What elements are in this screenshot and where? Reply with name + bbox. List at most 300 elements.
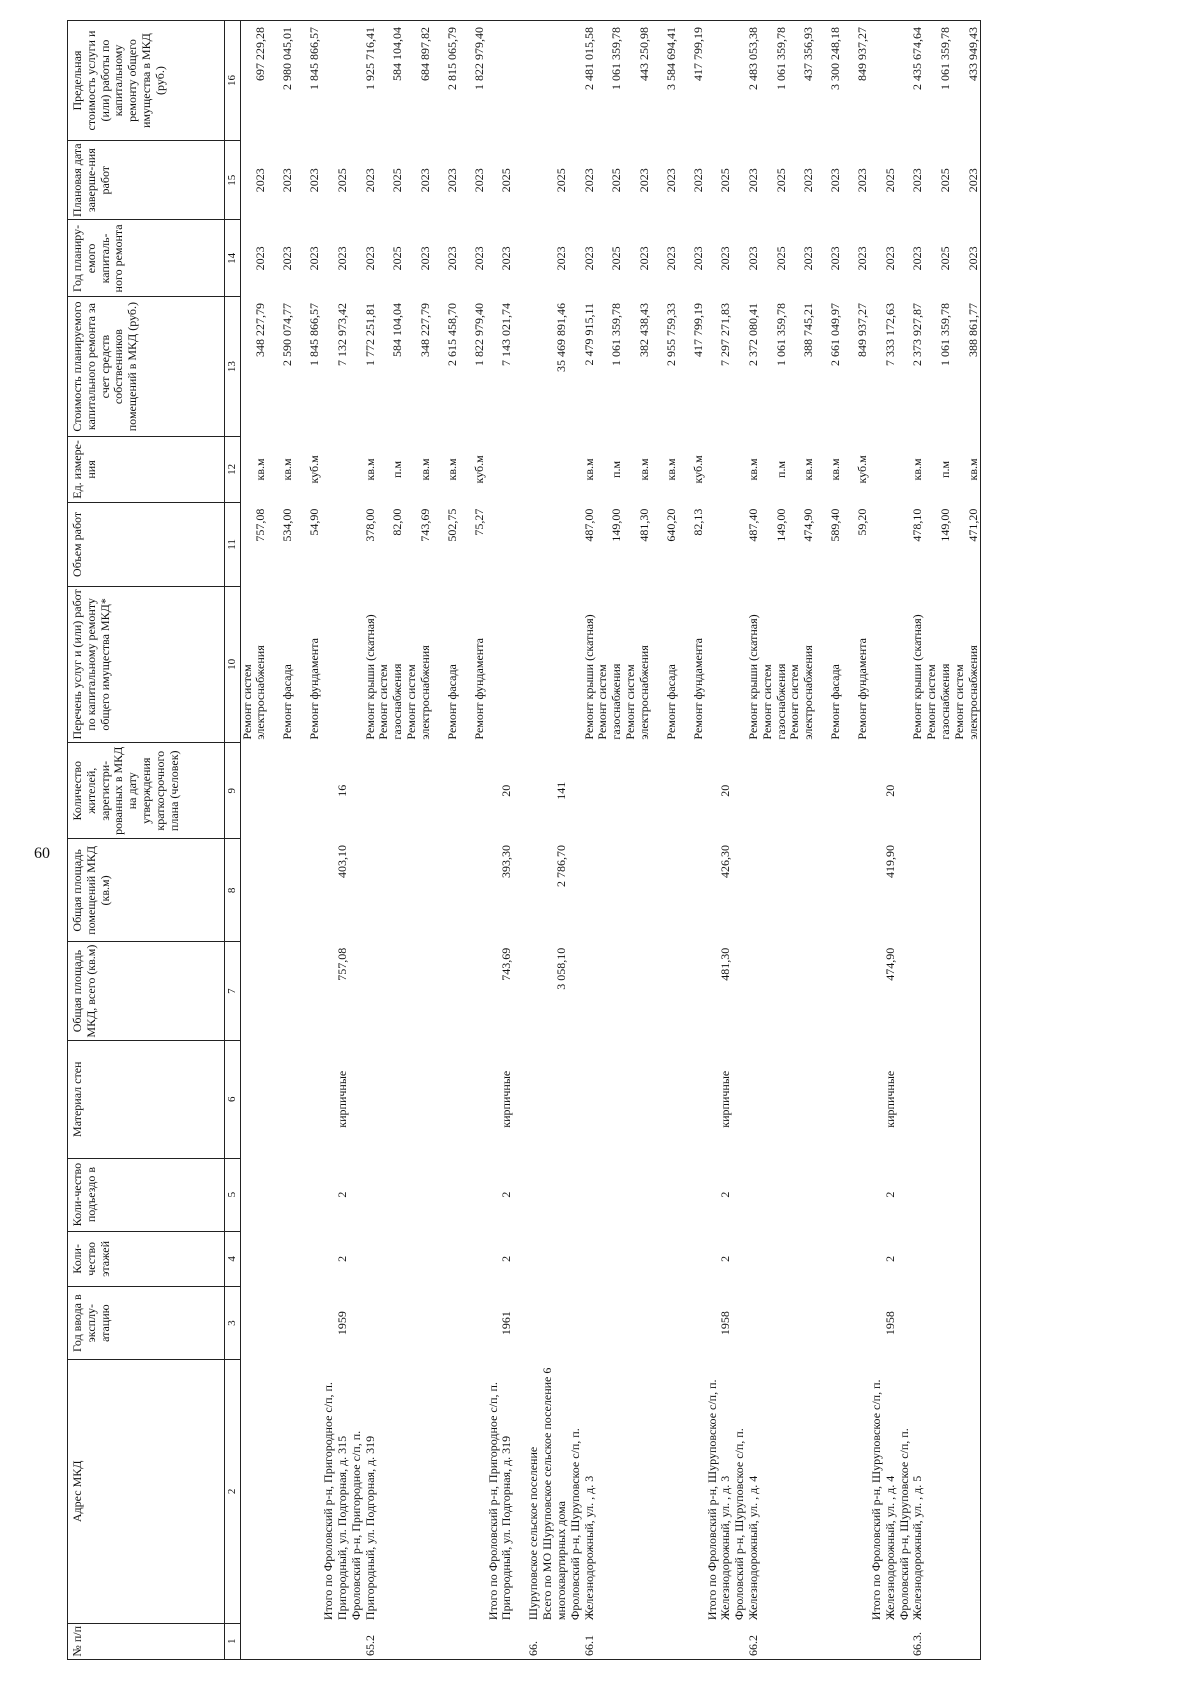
entrances-count-cell — [843, 1158, 870, 1231]
planned-year-cell: 2023 — [444, 246, 459, 271]
unit-cell: п.м — [773, 460, 788, 478]
work-type-cell: Ремонт крыши (скатная) — [362, 614, 377, 740]
wall-material-cell — [268, 1040, 295, 1158]
residents-count-cell — [460, 743, 487, 839]
residents-count-cell — [350, 743, 378, 839]
column-header: Плановая дата заверше-ния работ — [68, 141, 225, 220]
entrances-count-cell — [268, 1158, 295, 1231]
completion-year-cell: 2023 — [801, 168, 816, 193]
work-type-cell — [322, 586, 350, 742]
completion-year-cell: 2023 — [953, 141, 981, 220]
commission-year-cell — [953, 1287, 981, 1360]
address-cell: Итого по Фроловский р-н, Пригородное с/п, п. Пригородный, ул. Подгорная, д. 319 — [485, 1382, 514, 1621]
total-area-cell: 743,69 — [499, 947, 514, 981]
row-number-cell — [240, 1623, 268, 1659]
column-header: Материал стен — [68, 1040, 225, 1158]
planned-cost-cell: 1 061 359,78 — [609, 302, 624, 366]
address-cell — [788, 1360, 816, 1624]
wall-material-cell — [925, 1040, 953, 1158]
entrances-count-cell — [953, 1158, 981, 1231]
total-area-cell — [652, 942, 679, 1041]
limit-cost-cell: 433 949,43 — [953, 21, 981, 141]
planned-year-cell: 2023 — [581, 246, 596, 271]
residents-count-cell — [733, 743, 761, 839]
premises-area-cell: 403,10 — [335, 844, 350, 878]
planned-year-cell: 2023 — [953, 220, 981, 297]
table-row — [295, 21, 322, 1660]
work-volume-cell: 149,00 — [937, 508, 952, 542]
table-row — [350, 21, 378, 1660]
total-area-cell — [679, 942, 706, 1041]
entrances-count-cell — [460, 1158, 487, 1231]
floors-count-cell — [377, 1231, 405, 1287]
column-header: Количество жителей, зарегистри-рованных в МКД на дату утверждения краткосрочного плана (человек) — [68, 743, 225, 839]
column-header: Ед. измере-ния — [68, 436, 225, 502]
work-type-cell: Ремонт фасада — [828, 664, 843, 740]
row-number-cell — [761, 1623, 789, 1659]
total-area-cell — [843, 942, 870, 1041]
premises-area-cell: 2 786,70 — [554, 844, 568, 887]
column-header: Предельная стоимость услуги и (или) работы по капитальному ремонту общего имущества в МКД (руб.) — [68, 21, 225, 141]
planned-cost-cell: 2 372 080,41 — [745, 302, 760, 366]
total-area-cell: 474,90 — [882, 947, 897, 981]
unit-cell: кв.м — [663, 458, 678, 481]
completion-year-cell: 2023 — [280, 168, 295, 193]
total-area-cell — [377, 942, 405, 1041]
address-cell — [460, 1360, 487, 1624]
wall-material-cell — [350, 1040, 378, 1158]
wall-material-cell — [679, 1040, 706, 1158]
planned-cost-cell: 1 845 866,57 — [307, 302, 322, 366]
premises-area-cell: 426,30 — [718, 844, 733, 878]
row-number-cell — [322, 1623, 350, 1659]
unit-cell: куб.м — [307, 455, 322, 484]
planned-cost-cell: 7 143 021,74 — [499, 302, 514, 366]
address-cell: Фроловский р-н, Шуруповское с/п, п. Железнодорожный, ул. , д. 3 — [567, 1428, 596, 1621]
residents-count-cell — [569, 743, 597, 839]
address-cell — [405, 1360, 433, 1624]
address-cell — [843, 1360, 870, 1624]
completion-year-cell: 2023 — [910, 168, 925, 193]
unit-cell: кв.м — [801, 458, 816, 481]
work-volume-cell: 478,10 — [910, 508, 925, 542]
planned-year-cell: 2023 — [718, 246, 733, 271]
unit-cell: п.м — [390, 460, 405, 478]
commission-year-cell — [295, 1287, 322, 1360]
address-cell: Итого по Фроловский р-н, Пригородное с/п, п. Пригородный, ул. Подгорная, д. 315 — [321, 1382, 350, 1621]
planned-cost-cell: 417 799,19 — [690, 302, 705, 357]
premises-area-cell — [514, 839, 541, 942]
work-type-cell: Ремонт крыши (скатная) — [745, 614, 760, 740]
work-volume-cell — [870, 503, 898, 587]
premises-area-cell — [953, 839, 981, 942]
row-number-cell — [816, 1623, 843, 1659]
premises-area-cell — [295, 839, 322, 942]
commission-year-cell — [925, 1287, 953, 1360]
unit-cell — [514, 436, 541, 502]
column-number-row — [225, 21, 241, 1660]
column-number: 14 — [225, 220, 241, 297]
work-volume-cell: 59,20 — [855, 508, 870, 536]
address-cell: Фроловский р-н, Шуруповское с/п, п. Железнодорожный, ул. , д. 4 — [732, 1428, 760, 1621]
work-volume-cell: 149,00 — [773, 508, 788, 542]
column-header: Общая площадь помещений МКД (кв.м) — [68, 839, 225, 942]
table-row — [405, 21, 433, 1660]
table-row — [268, 21, 295, 1660]
completion-year-cell: 2023 — [855, 168, 870, 193]
work-type-cell — [541, 586, 569, 742]
work-volume-cell — [541, 503, 569, 587]
table-row — [898, 21, 926, 1660]
planned-cost-cell: 35 469 891,46 — [554, 302, 568, 372]
entrances-count-cell — [679, 1158, 706, 1231]
entrances-count-cell — [624, 1158, 652, 1231]
planned-cost-cell: 1 772 251,81 — [362, 302, 377, 366]
commission-year-cell: 1958 — [882, 1311, 897, 1336]
entrances-count-cell: 2 — [335, 1191, 350, 1198]
limit-cost-cell: 2 483 053,38 — [733, 21, 761, 141]
residents-count-cell — [295, 743, 322, 839]
planned-year-cell: 2025 — [390, 246, 405, 271]
address-cell — [953, 1360, 981, 1624]
column-header: Общая площадь МКД, всего (кв.м) — [68, 942, 225, 1041]
completion-year-cell: 2025 — [554, 168, 568, 193]
commission-year-cell — [596, 1287, 624, 1360]
address-cell — [240, 1360, 268, 1624]
planned-year-cell: 2025 — [609, 246, 624, 271]
total-area-cell — [350, 942, 378, 1041]
residents-count-cell: 20 — [718, 784, 733, 797]
residents-count-cell — [514, 743, 541, 839]
premises-area-cell — [898, 839, 926, 942]
address-cell — [624, 1360, 652, 1624]
planned-cost-cell: 1 061 359,78 — [937, 302, 952, 366]
work-volume-cell — [514, 503, 541, 587]
commission-year-cell — [788, 1287, 816, 1360]
limit-cost-cell: 697 229,28 — [240, 21, 268, 141]
table-row — [433, 21, 460, 1660]
table-row — [569, 21, 597, 1660]
completion-year-cell: 2023 — [828, 168, 843, 193]
row-number-cell — [268, 1623, 295, 1659]
limit-cost-cell: 849 937,27 — [843, 21, 870, 141]
commission-year-cell — [541, 1287, 569, 1360]
total-area-cell — [433, 942, 460, 1041]
entrances-count-cell — [596, 1158, 624, 1231]
premises-area-cell — [624, 839, 652, 942]
column-header: Коли-чество подъездо в — [68, 1158, 225, 1231]
unit-cell: кв.м — [253, 458, 268, 481]
work-type-cell: Ремонт фасада — [444, 664, 459, 740]
planned-year-cell: 2023 — [828, 246, 843, 271]
planned-cost-cell: 7 297 271,83 — [718, 302, 733, 366]
commission-year-cell: 1959 — [335, 1311, 350, 1336]
address-cell: Всего по МО Шуруповское сельское поселение 6 многоквартирных дома — [540, 1367, 568, 1621]
wall-material-cell — [816, 1040, 843, 1158]
completion-year-cell: 2023 — [471, 168, 486, 193]
address-cell — [377, 1360, 405, 1624]
planned-year-cell: 2023 — [801, 246, 816, 271]
total-area-cell — [953, 942, 981, 1041]
row-number-cell — [624, 1623, 652, 1659]
row-number-cell: 66.2 — [733, 1623, 761, 1659]
row-number-cell — [953, 1623, 981, 1659]
column-number: 12 — [225, 436, 241, 502]
work-volume-cell: 640,20 — [663, 508, 678, 542]
table-row — [679, 21, 706, 1660]
unit-cell — [870, 436, 898, 502]
total-area-cell — [295, 942, 322, 1041]
row-number-cell — [679, 1623, 706, 1659]
column-number: 3 — [225, 1287, 241, 1360]
column-header: Объем работ — [68, 503, 225, 587]
table-row — [870, 21, 898, 1660]
work-type-cell — [870, 586, 898, 742]
completion-year-cell: 2023 — [663, 168, 678, 193]
residents-count-cell — [761, 743, 789, 839]
entrances-count-cell — [350, 1158, 378, 1231]
completion-year-cell: 2025 — [773, 168, 788, 193]
floors-count-cell — [240, 1231, 268, 1287]
column-number: 5 — [225, 1158, 241, 1231]
planned-year-cell: 2023 — [417, 246, 432, 271]
column-header: № п/п — [68, 1623, 225, 1659]
work-volume-cell: 149,00 — [609, 508, 624, 542]
limit-cost-cell: 1 061 359,78 — [761, 21, 789, 141]
column-number: 6 — [225, 1040, 241, 1158]
work-type-cell: Ремонт систем электроснабжения — [404, 645, 432, 740]
residents-count-cell — [788, 743, 816, 839]
column-number: 8 — [225, 839, 241, 942]
residents-count-cell: 16 — [335, 784, 350, 797]
work-volume-cell — [322, 503, 350, 587]
wall-material-cell: кирпичные — [718, 1070, 733, 1128]
wall-material-cell — [596, 1040, 624, 1158]
work-type-cell: Ремонт систем газоснабжения — [595, 663, 624, 740]
floors-count-cell — [925, 1231, 953, 1287]
commission-year-cell — [405, 1287, 433, 1360]
completion-year-cell: 2023 — [444, 168, 459, 193]
planned-year-cell: 2023 — [253, 246, 268, 271]
work-volume-cell: 487,40 — [745, 508, 760, 542]
completion-year-cell: 2023 — [362, 168, 377, 193]
floors-count-cell: 2 — [718, 1255, 733, 1262]
wall-material-cell — [460, 1040, 487, 1158]
wall-material-cell: кирпичные — [882, 1070, 897, 1128]
premises-area-cell — [679, 839, 706, 942]
wall-material-cell — [733, 1040, 761, 1158]
entrances-count-cell: 2 — [718, 1191, 733, 1198]
table-row — [624, 21, 652, 1660]
completion-year-cell: 2023 — [307, 168, 322, 193]
work-type-cell: Ремонт фундамента — [307, 638, 322, 740]
unit-cell — [487, 436, 515, 502]
completion-year-cell: 2025 — [335, 168, 350, 193]
work-type-cell: Ремонт фасада — [663, 664, 678, 740]
work-type-cell — [487, 586, 515, 742]
total-area-cell — [460, 942, 487, 1041]
total-area-cell — [788, 942, 816, 1041]
limit-cost-cell — [870, 21, 898, 141]
planned-cost-cell: 2 479 915,11 — [581, 302, 596, 366]
unit-cell: кв.м — [636, 458, 651, 481]
residents-count-cell — [652, 743, 679, 839]
address-cell — [925, 1360, 953, 1624]
floors-count-cell — [843, 1231, 870, 1287]
commission-year-cell — [240, 1287, 268, 1360]
commission-year-cell: 1961 — [499, 1311, 514, 1336]
commission-year-cell — [761, 1287, 789, 1360]
table-header — [68, 21, 241, 1660]
work-volume-cell — [487, 503, 515, 587]
completion-year-cell: 2025 — [937, 168, 952, 193]
work-type-cell: Ремонт фундамента — [855, 638, 870, 740]
premises-area-cell — [788, 839, 816, 942]
unit-cell: п.м — [937, 460, 952, 478]
completion-year-cell: 2023 — [690, 168, 705, 193]
completion-year-cell: 2025 — [609, 168, 624, 193]
address-cell: Итого по Фроловский р-н, Шуруповское с/п, п. Железнодорожный, ул. , д. 3 — [704, 1379, 733, 1621]
total-area-cell — [816, 942, 843, 1041]
row-number-cell — [652, 1623, 679, 1659]
address-cell: Фроловский р-н, Пригородное с/п, п. Пригородный, ул. Подгорная, д. 319 — [348, 1430, 377, 1621]
wall-material-cell — [295, 1040, 322, 1158]
table-row — [652, 21, 679, 1660]
work-volume-cell: 743,69 — [417, 508, 432, 542]
total-area-cell — [240, 942, 268, 1041]
address-cell: Итого по Фроловский р-н, Шуруповское с/п, п. Железнодорожный, ул. , д. 4 — [868, 1379, 897, 1621]
entrances-count-cell — [898, 1158, 926, 1231]
limit-cost-cell: 2 815 065,79 — [433, 21, 460, 141]
work-volume-cell: 589,40 — [828, 508, 843, 542]
column-number: 9 — [225, 743, 241, 839]
completion-year-cell: 2025 — [390, 168, 405, 193]
row-number-cell — [487, 1623, 515, 1659]
wall-material-cell: кирпичные — [335, 1070, 350, 1128]
commission-year-cell — [268, 1287, 295, 1360]
table-row — [487, 21, 515, 1660]
floors-count-cell — [624, 1231, 652, 1287]
work-type-cell — [514, 586, 541, 742]
unit-cell: кв.м — [910, 458, 925, 481]
wall-material-cell — [624, 1040, 652, 1158]
premises-area-cell — [652, 839, 679, 942]
address-cell — [268, 1360, 295, 1624]
capital-repair-plan-table — [67, 20, 981, 1660]
limit-cost-cell: 437 356,93 — [788, 21, 816, 141]
floors-count-cell — [433, 1231, 460, 1287]
work-volume-cell: 471,20 — [953, 503, 981, 587]
limit-cost-cell — [322, 21, 350, 141]
premises-area-cell — [569, 839, 597, 942]
row-number-cell — [377, 1623, 405, 1659]
address-cell — [433, 1360, 460, 1624]
work-volume-cell: 481,30 — [636, 508, 651, 542]
table-row — [460, 21, 487, 1660]
wall-material-cell — [761, 1040, 789, 1158]
address-cell: Фроловский р-н, Шуруповское с/п, п. Железнодорожный, ул. , д. 5 — [896, 1428, 925, 1621]
address-cell — [652, 1360, 679, 1624]
floors-count-cell: 2 — [335, 1255, 350, 1262]
unit-cell: куб.м — [855, 455, 870, 484]
premises-area-cell — [460, 839, 487, 942]
total-area-cell: 3 058,10 — [554, 947, 568, 990]
residents-count-cell — [925, 743, 953, 839]
header-row — [68, 21, 225, 1660]
unit-cell: кв.м — [581, 458, 596, 481]
limit-cost-cell: 2 980 045,01 — [268, 21, 295, 141]
planned-cost-cell: 1 061 359,78 — [773, 302, 788, 366]
wall-material-cell — [953, 1040, 981, 1158]
column-number: 4 — [225, 1231, 241, 1287]
total-area-cell — [569, 942, 597, 1041]
premises-area-cell — [816, 839, 843, 942]
work-type-cell: Ремонт систем электроснабжения — [239, 645, 268, 740]
row-number-cell: 66. — [514, 1623, 541, 1659]
planned-year-cell: 2023 — [910, 246, 925, 271]
planned-cost-cell: 2 661 049,97 — [828, 302, 843, 366]
entrances-count-cell: 2 — [499, 1191, 514, 1198]
row-number-cell — [925, 1623, 953, 1659]
planned-cost-cell: 2 590 074,77 — [280, 302, 295, 366]
commission-year-cell — [679, 1287, 706, 1360]
planned-cost-cell: 7 132 973,42 — [335, 302, 350, 366]
planned-cost-cell: 388 861,77 — [953, 297, 981, 436]
work-volume-cell: 757,08 — [253, 508, 268, 542]
commission-year-cell — [377, 1287, 405, 1360]
total-area-cell — [898, 942, 926, 1041]
unit-cell: кв.м — [417, 458, 432, 481]
column-number: 7 — [225, 942, 241, 1041]
table-row — [733, 21, 761, 1660]
premises-area-cell: 393,30 — [499, 844, 514, 878]
limit-cost-cell — [541, 21, 569, 141]
limit-cost-cell: 417 799,19 — [679, 21, 706, 141]
premises-area-cell — [405, 839, 433, 942]
rotated-table-container — [67, 20, 1167, 1660]
work-volume-cell: 487,00 — [581, 508, 596, 542]
premises-area-cell — [733, 839, 761, 942]
table-row — [816, 21, 843, 1660]
column-header: Год планиру-емого капиталь-ного ремонта — [68, 220, 225, 297]
floors-count-cell — [816, 1231, 843, 1287]
unit-cell: куб.м — [690, 455, 705, 484]
work-volume-cell: 378,00 — [362, 508, 377, 542]
column-header: Коли-чество этажей — [68, 1231, 225, 1287]
commission-year-cell — [350, 1287, 378, 1360]
completion-year-cell: 2025 — [499, 168, 514, 193]
residents-count-cell — [268, 743, 295, 839]
entrances-count-cell — [433, 1158, 460, 1231]
residents-count-cell — [679, 743, 706, 839]
planned-year-cell: 2023 — [663, 246, 678, 271]
work-volume-cell — [706, 503, 734, 587]
entrances-count-cell — [295, 1158, 322, 1231]
row-number-cell — [788, 1623, 816, 1659]
work-volume-cell: 82,13 — [690, 508, 705, 536]
limit-cost-cell: 3 300 248,18 — [816, 21, 843, 141]
column-header: Год ввода в эксплу-атацию — [68, 1287, 225, 1360]
completion-year-cell: 2023 — [745, 168, 760, 193]
entrances-count-cell — [569, 1158, 597, 1231]
entrances-count-cell — [514, 1158, 541, 1231]
column-number: 2 — [225, 1360, 241, 1624]
commission-year-cell — [843, 1287, 870, 1360]
planned-cost-cell: 2 955 759,33 — [663, 302, 678, 366]
floors-count-cell — [569, 1231, 597, 1287]
table-row — [322, 21, 350, 1660]
commission-year-cell — [898, 1287, 926, 1360]
